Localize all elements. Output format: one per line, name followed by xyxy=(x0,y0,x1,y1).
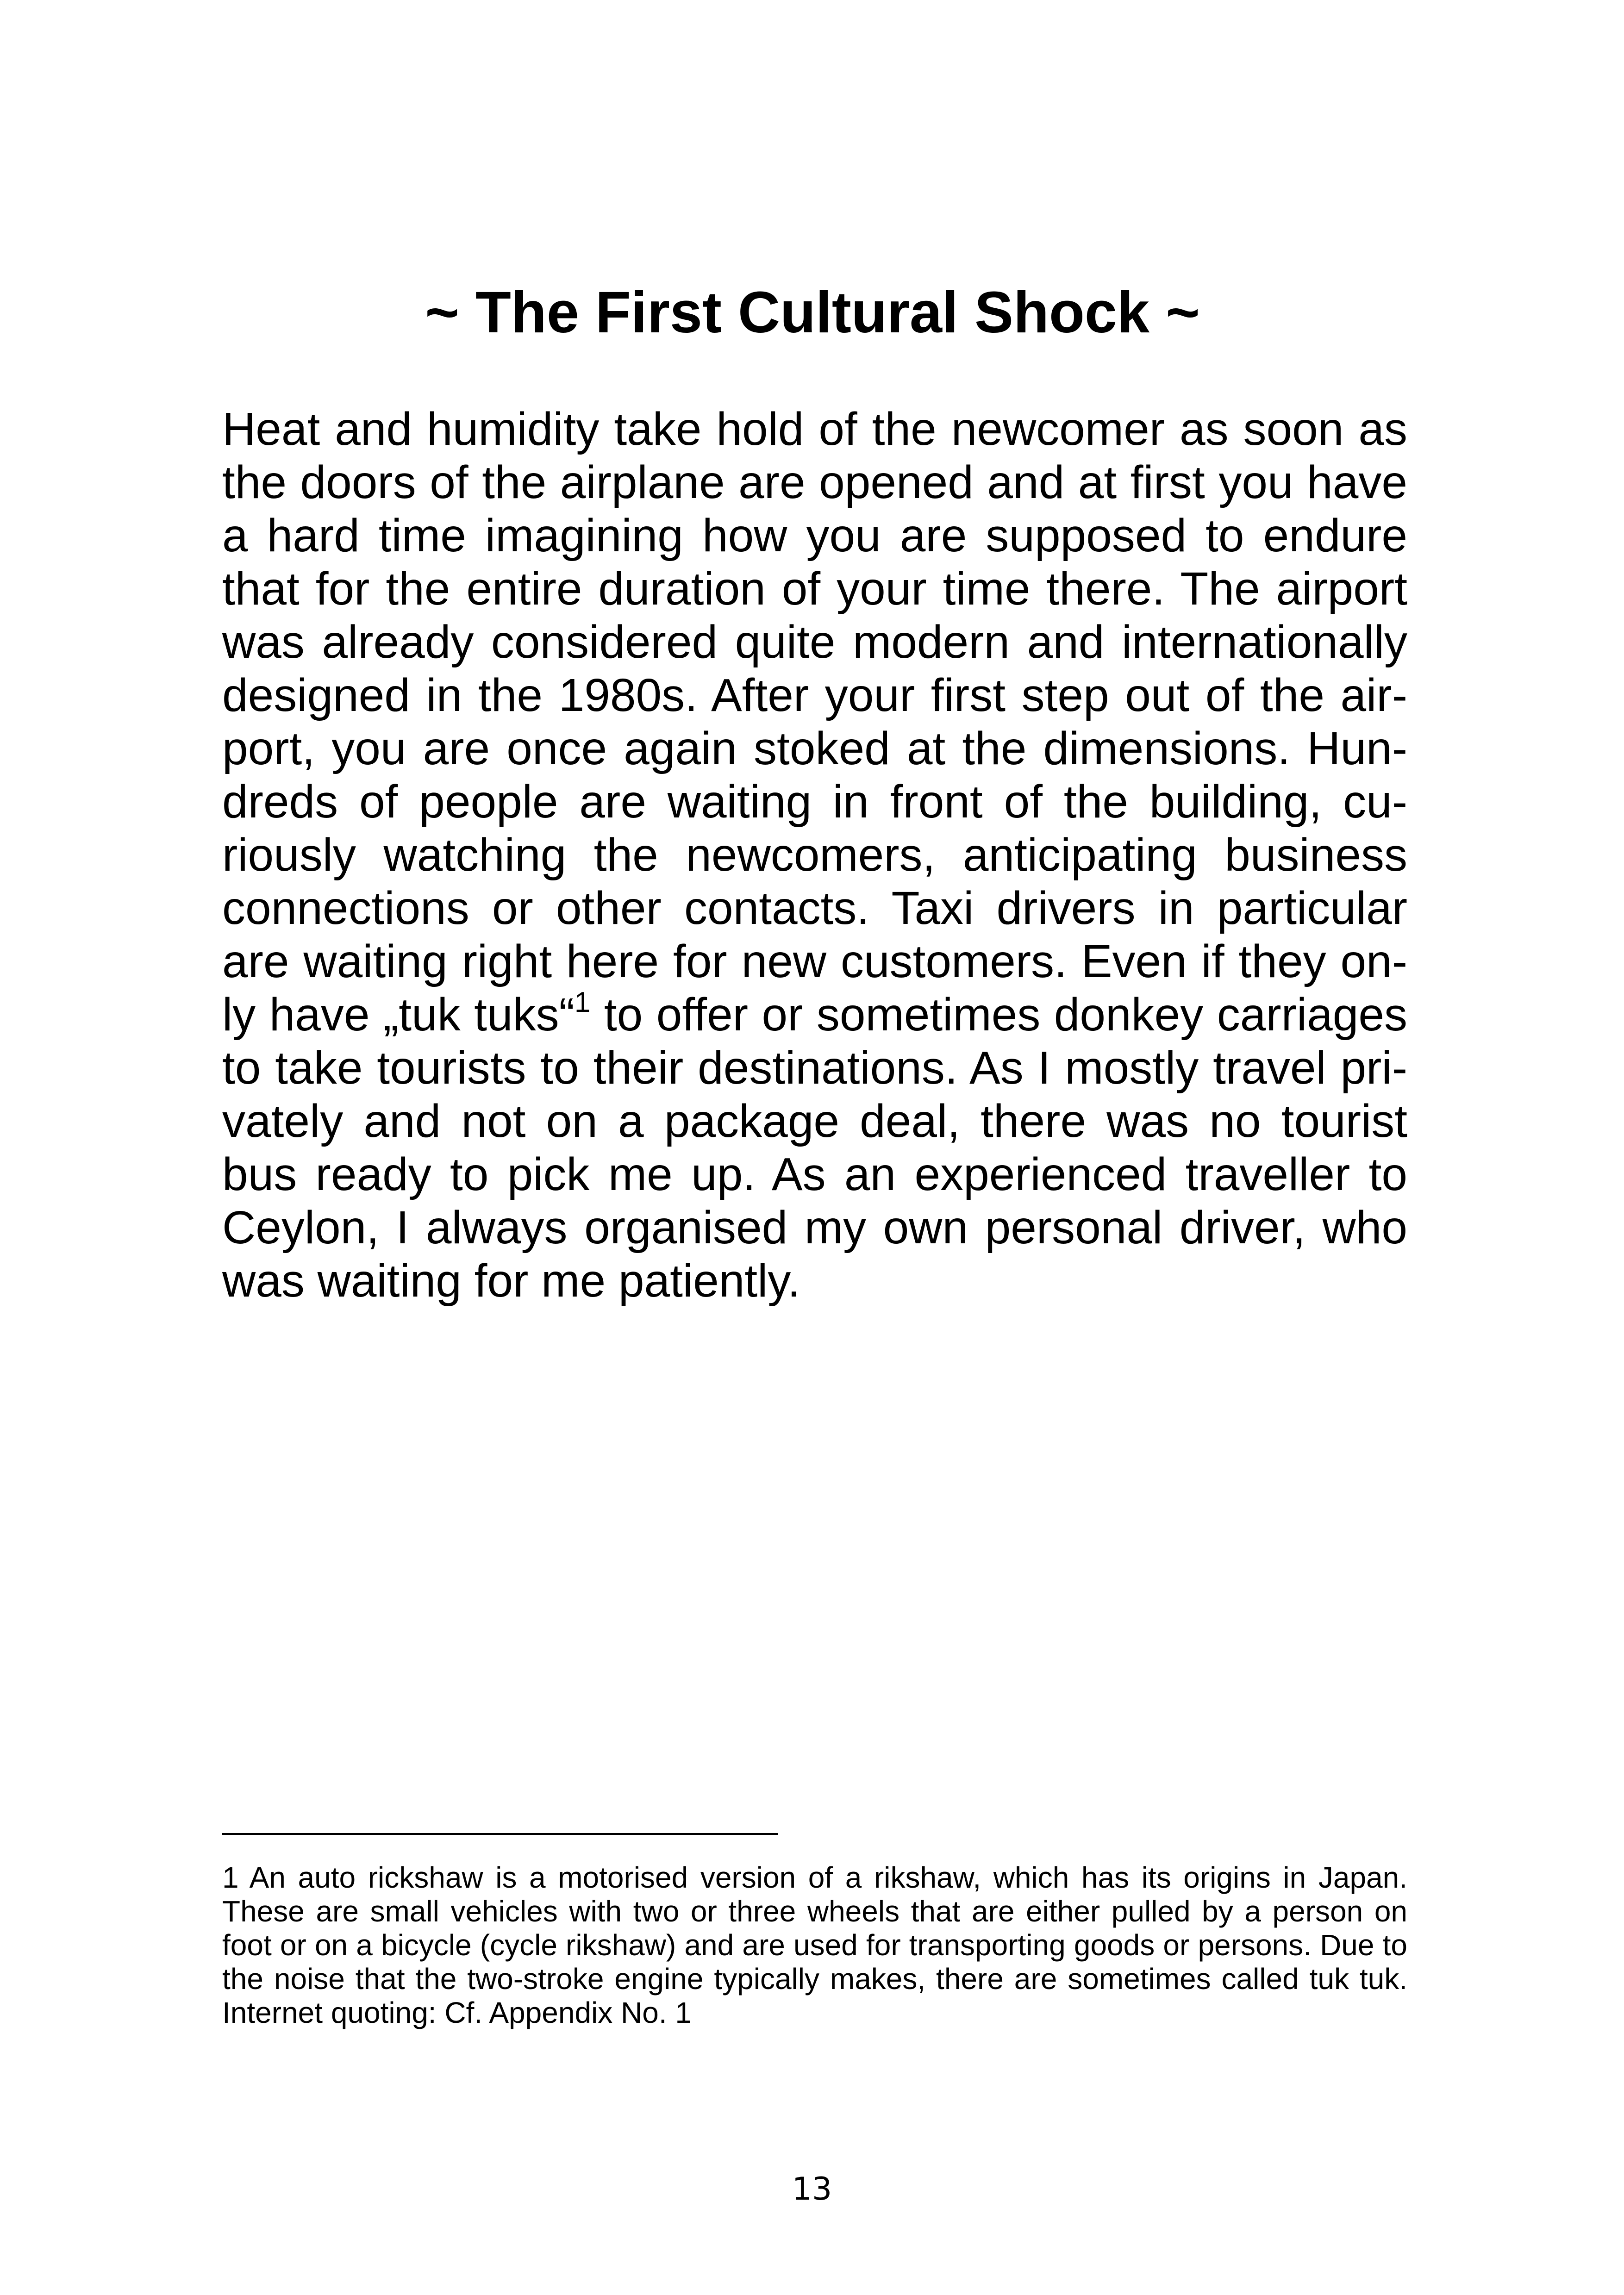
body-paragraph xyxy=(222,403,1407,1308)
footnote-reference: 1 xyxy=(574,986,591,1018)
footnote-text: 1 An auto rickshaw is a motorised version of a rikshaw, which has its origins in Japan. These are small vehicles with two or three wheels that are either pulled by a person on foot or on a bicycle (cycle rikshaw) and are used for transporting goods or persons. Due to the noise that the two-stroke engine typically makes, there are sometimes called tuk tuk. Internet quoting: Cf. Appendix No. 1 xyxy=(222,1861,1407,2029)
chapter-title: ~ The First Cultural Shock ~ xyxy=(425,280,1200,345)
body-text-part-2: to offer or sometimes donkey carriages to take tourists to their destinations. As I mostly travel privately and not on a package deal, there was no tourist bus ready to pick me up. As an experienced traveller to Ceylon, I always organised my own personal driver, who was waiting for me patiently. xyxy=(222,989,1408,1307)
body-text-part-1: Heat and humidity take hold of the newcomer as soon as the doors of the airplane are opened and at first you have a hard time imagining how you are supposed to endure that for the entire duration of your time there. The airport was already considered quite modern and internationally designed in the 1980s. After your first step out of the airport, you are once again stoked at the dimensions. Hundreds of people are waiting in front of the building, curiously watching the newcomers, anticipating business connections or other contacts. Taxi drivers in particular are waiting right here for new customers. Even if they only have „tuk tuks“ xyxy=(222,403,1407,1041)
page-number: 13 xyxy=(792,2171,832,2208)
footnote-separator xyxy=(222,1833,778,1835)
